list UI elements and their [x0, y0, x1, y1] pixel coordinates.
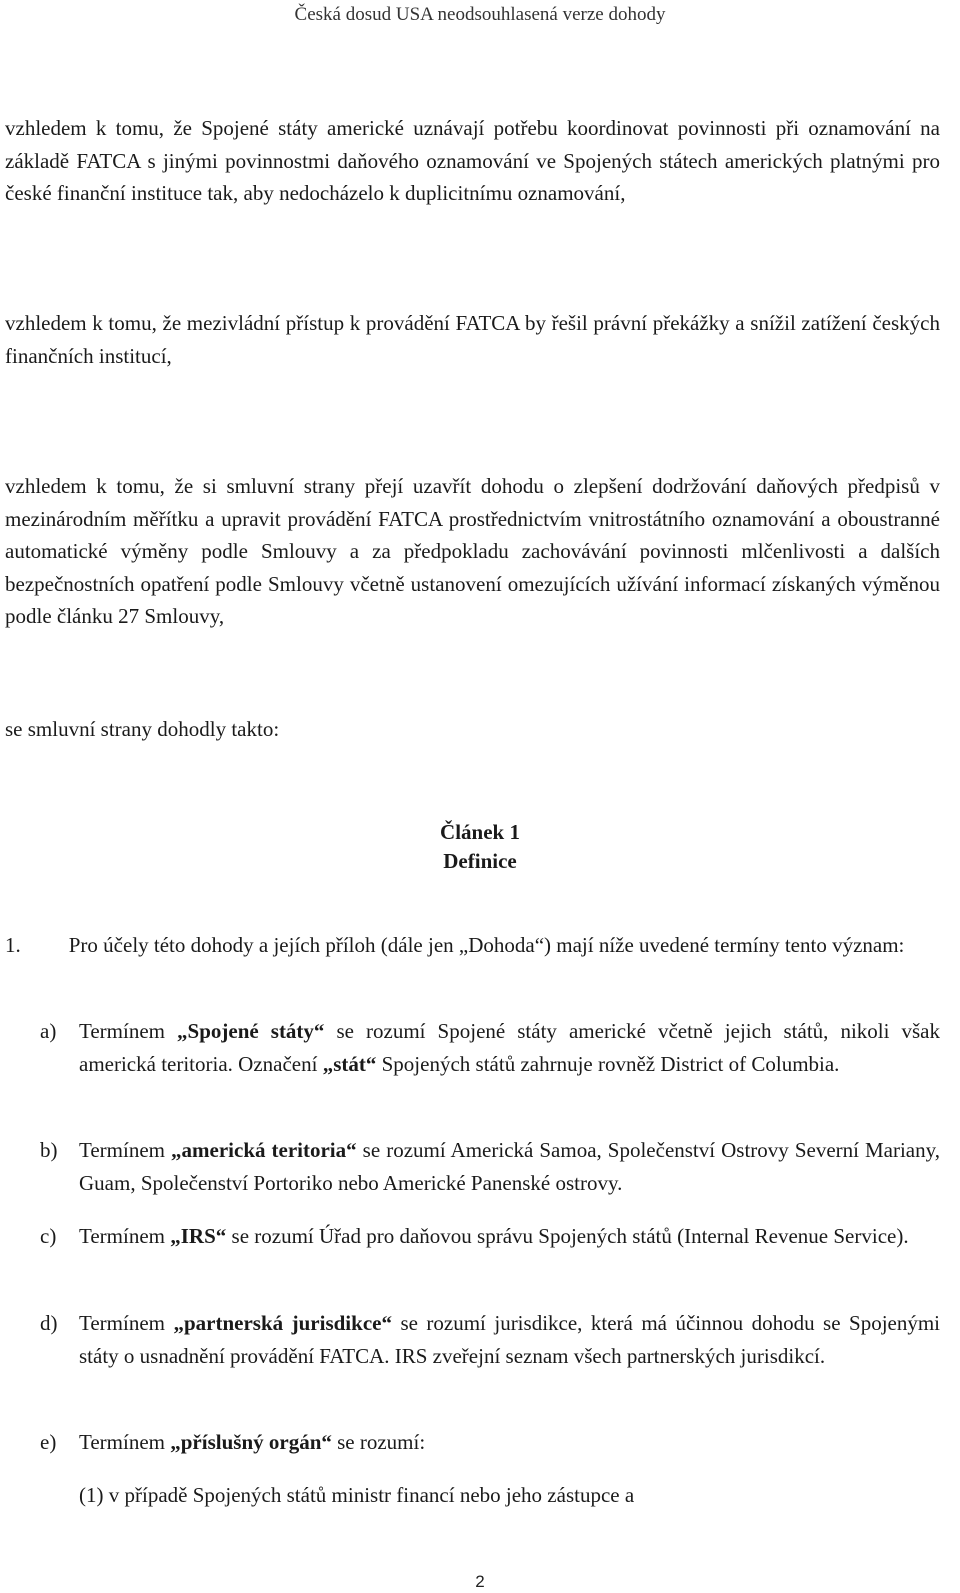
defined-term: „Spojené státy“: [177, 1019, 325, 1043]
definition-e-subitem-1: [0, 1479, 940, 1512]
definition-label: b): [40, 1138, 58, 1162]
definition-label: c): [40, 1224, 57, 1248]
defined-term: „stát“: [322, 1051, 377, 1076]
clause-1-number: 1.: [5, 933, 21, 957]
recital-1: vzhledem k tomu, že Spojené státy americké uznávají potřebu koordinovat povinnosti při oznamování na základě FATCA s jinými povinnostmi daňového oznamování ve Spojených státech amerických platnými pro české finanční instituce tak, aby nedocházelo k duplicitnímu oznamování,: [5, 116, 940, 205]
definition-label: d): [40, 1311, 58, 1335]
definition-text: Termínem „partnerská jurisdikce“ se rozumí jurisdikce, která má účinnou dohodu se Spojenými státy o usnadnění provádění FATCA. IRS zveřejní seznam všech partnerských jurisdikcí.: [79, 1311, 941, 1368]
page-number: 2: [475, 1572, 485, 1591]
defined-term: „příslušný orgán“: [170, 1430, 332, 1454]
defined-term: „americká teritoria“: [171, 1138, 357, 1162]
article-title: Článek 1: [440, 820, 520, 844]
document-header: Česká dosud USA neodsouhlasená verze dohody: [294, 4, 666, 25]
clause-1: [5, 929, 940, 962]
definition-e: [0, 1426, 940, 1459]
definition-text: Termínem „Spojené státy“ se rozumí Spojené státy americké včetně jejich států, nikoli však americká teritoria. Označení „stát“ Spojených států zahrnuje rovněž District of Columbia.: [79, 1019, 940, 1076]
defined-term: „IRS“: [170, 1224, 227, 1248]
definition-text: Termínem „americká teritoria“ se rozumí Americká Samoa, Společenství Ostrovy Severní Mariany, Guam, Společenství Portoriko nebo Americké Panenské ostrovy.: [79, 1138, 941, 1195]
recital-3: vzhledem k tomu, že si smluvní strany přejí uzavřít dohodu o zlepšení dodržování daňových předpisů v mezinárodním měřítku a upravit provádění FATCA prostřednictvím vnitrostátního oznamování a oboustranné automatické výměny podle Smlouvy a za předpokladu zachovávání povinnosti mlčenlivosti a dalších bezpečnostních opatření podle Smlouvy včetně ustanovení omezujících užívání informací získaných výměnou podle článku 27 Smlouvy,: [5, 474, 940, 628]
definition-text: Termínem „příslušný orgán“ se rozumí:: [79, 1430, 426, 1454]
definition-label: e): [40, 1430, 57, 1454]
agreement-line: se smluvní strany dohodly takto:: [5, 717, 280, 741]
definition-b: [0, 1134, 940, 1199]
article-subtitle: Definice: [443, 849, 517, 873]
recital-2: vzhledem k tomu, že mezivládní přístup k provádění FATCA by řešil právní překážky a snížil zatížení českých finančních institucí,: [5, 311, 940, 368]
subitem-text: (1) v případě Spojených států ministr financí nebo jeho zástupce a: [79, 1483, 635, 1507]
definition-d: [0, 1307, 940, 1372]
definition-label: a): [40, 1019, 57, 1043]
definition-c: [0, 1220, 940, 1253]
defined-term: „partnerská jurisdikce“: [173, 1311, 392, 1335]
definition-text: Termínem „IRS“ se rozumí Úřad pro daňovou správu Spojených států (Internal Revenue Service).: [79, 1224, 909, 1248]
clause-1-text: Pro účely této dohody a jejích příloh (dále jen „Dohoda“) mají níže uvedené termíny tento význam:: [68, 933, 905, 957]
definition-a: [0, 1015, 940, 1080]
